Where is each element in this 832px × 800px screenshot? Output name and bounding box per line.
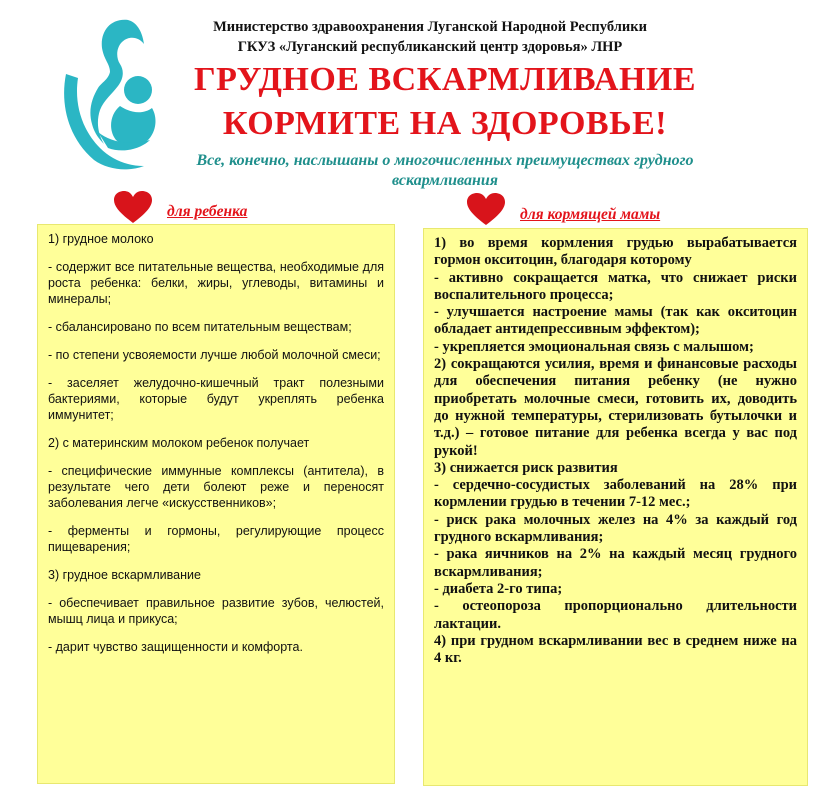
list-item: 1) во время кормления грудью вырабатывается гормон окситоцин, благодаря которому <box>434 235 797 269</box>
list-item: - сбалансировано по всем питательным веществам; <box>48 320 352 334</box>
list-item: - улучшается настроение мамы (так как окситоцин обладает антидепрессивным эффектом); <box>434 304 797 338</box>
list-item: - укрепляется эмоциональная связь с малышом; <box>434 338 754 355</box>
heart-icon <box>113 190 153 224</box>
list-item: - остеопороза пропорционально длительности лактации. <box>434 598 797 632</box>
subtitle: Все, конечно, наслышаны о многочисленных преимуществах грудного вскармливания <box>196 152 694 189</box>
list-item: 3) снижается риск развития <box>434 459 618 476</box>
heart-icon <box>466 192 506 226</box>
benefits-mother-box <box>423 228 808 786</box>
column-label-mother: для кормящей мамы <box>520 206 661 223</box>
page-title-line1: ГРУДНОЕ ВСКАРМЛИВАНИЕ <box>193 61 697 98</box>
page-title-line2: КОРМИТЕ НА ЗДОРОВЬЕ! <box>222 105 668 142</box>
ministry-name: Министерство здравоохранения Луганской Народной Республики <box>213 19 647 35</box>
list-item: - дарит чувство защищенности и комфорта. <box>48 640 303 654</box>
list-item: 2) сокращаются усилия, время и финансовые расходы для обеспечения питания ребенку (не нужно приобретать молочные смеси, готовить их, доводить до нужной температуры, стерилизовать бутылочки и т.д.) – готовое питание для ребенка всегда у вас под рукой! <box>434 356 797 459</box>
mother-child-logo-icon <box>58 14 168 174</box>
benefits-child-box <box>37 224 395 784</box>
list-item: - содержит все питательные вещества, необходимые для роста ребенка: белки, жиры, углеводы, витамины и минералы; <box>48 260 384 306</box>
list-item: 4) при грудном вскармливании вес в среднем ниже на 4 кг. <box>434 632 797 667</box>
column-label-child: для ребенка <box>167 203 248 220</box>
list-item: - риск рака молочных желез на 4% за каждый год грудного вскармливания; <box>434 511 797 546</box>
list-item: - заселяет желудочно-кишечный тракт полезными бактериями, которые будут укреплять ребенка иммунитет; <box>48 376 384 422</box>
list-item: - обеспечивает правильное развитие зубов, челюстей, мышц лица и прикуса; <box>48 596 384 626</box>
list-item: - активно сокращается матка, что снижает риски воспалительного процесса; <box>434 269 797 303</box>
list-item: - ферменты и гормоны, регулирующие процесс пищеварения; <box>48 524 384 554</box>
list-item: 3) грудное вскармливание <box>48 568 201 582</box>
center-name: ГКУЗ «Луганский республиканский центр здоровья» ЛНР <box>237 39 623 55</box>
list-item: - рака яичников на 2% на каждый месяц грудного вскармливания; <box>434 546 797 580</box>
list-item: - диабета 2-го типа; <box>434 580 563 597</box>
list-item: - по степени усвояемости лучше любой молочной смеси; <box>48 348 381 362</box>
list-item: 2) с материнским молоком ребенок получает <box>48 436 310 450</box>
list-item: - специфические иммунные комплексы (антитела), в результате чего дети болеют реже и переносят заболевания легче «искусственников»; <box>48 464 384 510</box>
list-item: 1) грудное молоко <box>48 232 154 246</box>
list-item: - сердечно-сосудистых заболеваний на 28% при кормлении грудью в течении 7-12 мес.; <box>434 477 797 511</box>
